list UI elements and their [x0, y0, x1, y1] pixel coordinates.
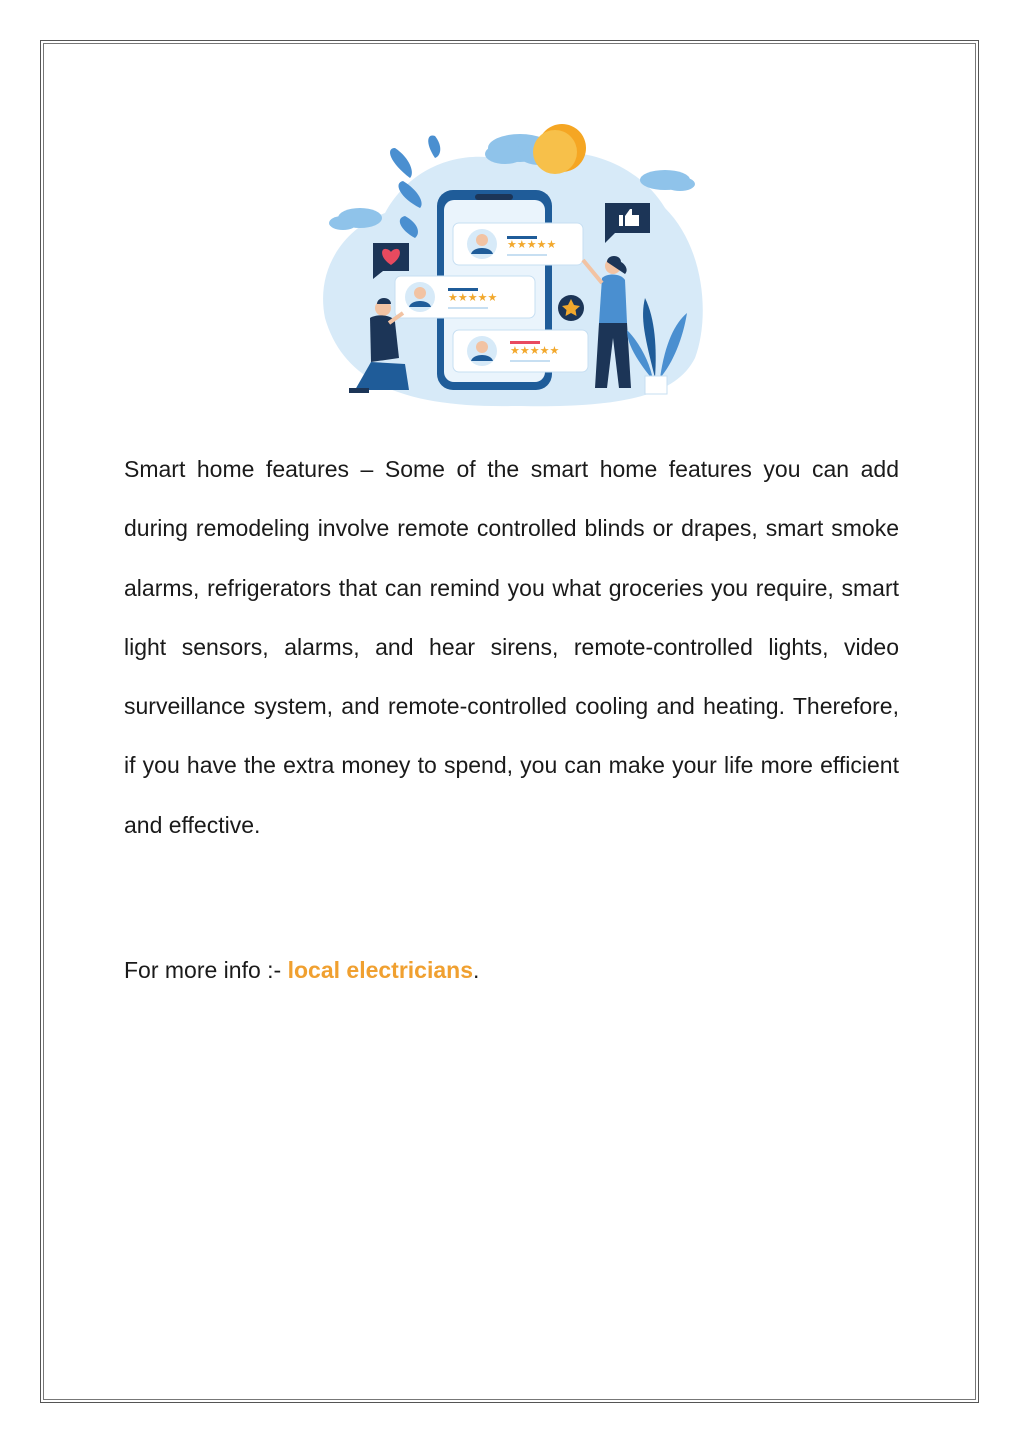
more-info-line — [124, 950, 899, 990]
svg-text:★★★★★: ★★★★★ — [507, 238, 557, 251]
local-electricians-link[interactable]: local electricians — [287, 957, 473, 983]
smart-home-illustration — [315, 118, 710, 413]
more-info-prefix: For more info :- — [124, 957, 288, 983]
star-badge-icon — [558, 295, 584, 321]
article-paragraph: Smart home features – Some of the smart home features you can add during remodeling involve remote controlled blinds or drapes, smart smoke alarms, refrigerators that can remind you what groceries you require, smart light sensors, alarms, and hear sirens, remote-controlled lights, video surveillance system, and remote-controlled cooling and heating. Therefore, if you have the extra money to spend, you can make your life more efficient and effective. — [124, 456, 899, 838]
more-info-suffix: . — [473, 957, 480, 983]
review-card — [453, 330, 588, 372]
review-card — [453, 223, 583, 265]
svg-text:★★★★★: ★★★★★ — [448, 291, 498, 304]
review-card — [395, 276, 535, 318]
svg-text:★★★★★: ★★★★★ — [510, 344, 560, 357]
